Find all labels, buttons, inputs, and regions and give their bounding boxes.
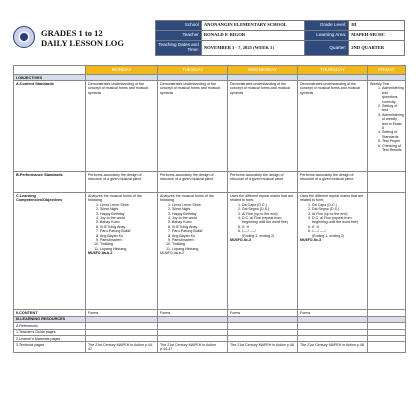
title-line-1: GRADES 1 to 12 [41, 28, 103, 38]
day-wednesday: WEDNESDAY [228, 66, 298, 75]
list-item: 10. Tinikling [172, 242, 225, 246]
performance-standards-thu: Performs accurately the design of structure of a given musical piece [298, 172, 368, 193]
content-standards-thu: Demonstrates understanding of the concept of musical forms and musical symbols [298, 81, 368, 172]
list-item: 9. Pamulinawen [100, 238, 155, 242]
list-item: 2. Silent Night [172, 207, 225, 211]
content-mon: Forms [86, 310, 158, 316]
repeat-marks-list [230, 203, 295, 234]
competency-code: MU6FO-IIc-3 [230, 237, 251, 242]
list-item: 3. Al Fine (up to the end) [242, 212, 295, 216]
learning-resources-heading: III.LEARNING RESOURCES [14, 316, 86, 322]
competencies-intro: Uses the different repeat marks that are related to form; [230, 193, 294, 203]
competencies-wed [228, 193, 298, 310]
competencies-label-line-1: C.Learning [16, 193, 36, 198]
endings-note: (Ending 1, ending 2) [242, 233, 275, 238]
grade-level-label: Grade Level: [305, 21, 349, 31]
list-item: 3. Al Fine (up to the end) [312, 212, 365, 216]
textbook-wed: The 21st Century MAPEH in Action p.48 [228, 342, 298, 353]
textbook-thu: The 21st Century MAPEH in Action p.48 [298, 342, 368, 353]
title-line-2: DAILY LESSON LOG [41, 38, 124, 48]
list-item: 10. Tinikling [100, 242, 155, 246]
competencies-label-line-2: Competencies/Objectives [16, 198, 63, 203]
list-item: 1. Leron Leron Sinta [100, 203, 155, 207]
references-label: A.References [14, 323, 86, 329]
list-item: 8. Ang Bayan Ko [100, 234, 155, 238]
list-item: 6. Ili-Ili Tulog Anay [100, 225, 155, 229]
list-item: 3. Happy Birthday [172, 212, 225, 216]
dates-value: NOVEMBER 3 - 7, 2025 (WEEK 1) [201, 41, 305, 56]
list-item: 11. Lupang Hinirang [172, 247, 225, 251]
list-item: 4. D.C. al Fine (repeat from beginning until the word fine) [312, 216, 365, 225]
list-item: 5. Test Proper [382, 139, 403, 143]
performance-standards-label: B.Performance Standards [14, 172, 86, 193]
textbook-label: 3.Textbook pages [14, 342, 86, 353]
dates-label-line-2: Time: [187, 47, 199, 52]
list-item: 6. /----/ ----/ [312, 229, 365, 233]
textbook-tue: The 21st Century MAPEH in Action p.44-47 [158, 342, 228, 353]
endings-note: (Ending 1, ending 2) [312, 233, 345, 238]
quarter-label: Quarter: [305, 41, 349, 56]
list-item: 8. Ang Bayan Ko [172, 234, 225, 238]
textbook-row [14, 342, 406, 353]
list-item: 5. Bahay Kubo [100, 220, 155, 224]
quarter-value: 2ND QUARTER [349, 41, 405, 56]
content-thu: Forms [298, 310, 368, 316]
song-list [88, 203, 155, 251]
learning-area-value: MAPEH-MUSIC [349, 31, 405, 41]
deped-seal-icon [13, 26, 35, 48]
objectives-heading: I.OBJECTIVES [14, 75, 86, 81]
content-standards-row [14, 81, 406, 172]
performance-standards-tue: Performs accurately the design of structure of a given musical piece [158, 172, 228, 193]
competencies-row [14, 193, 406, 310]
school-value: ANONANGIN ELEMENTARY SCHOOL [201, 21, 305, 31]
content-label: II.CONTENT [14, 310, 86, 316]
list-item: 5. II: :II [312, 225, 365, 229]
competencies-intro: Analyzes the musical forms of the following [160, 193, 214, 203]
competencies-mon [86, 193, 158, 310]
dates-label [156, 41, 202, 56]
list-item: 2. Silent Night [100, 207, 155, 211]
weekly-test-title: Weekly Test [370, 81, 390, 86]
day-header-row [14, 66, 406, 75]
performance-standards-mon: Performs accurately the design of structure of a given musical piece [86, 172, 158, 193]
performance-standards-row [14, 172, 406, 193]
teacher-value: RONALD P. RIGOR [201, 31, 305, 41]
list-item: 1. Da Capo (D.C.) [242, 203, 295, 207]
list-item: 1. Administering test questions correctly [382, 86, 403, 104]
content-standards-fri [368, 81, 406, 172]
list-item: 7. Paru-Parung Bukid [172, 229, 225, 233]
list-item: 3. Happy Birthday [100, 212, 155, 216]
grade-level-value: III [349, 21, 405, 31]
header [13, 20, 405, 62]
list-item: 3. Administering of weekly test in Music 6 [382, 113, 403, 131]
content-standards-label: A.Content Standards [14, 81, 86, 172]
repeat-marks-list [300, 203, 365, 234]
learning-area-label: Learning Area: [305, 31, 349, 41]
competency-code: MU6FO-IIc-3 [300, 237, 321, 242]
competencies-intro: Analyzes the musical forms of the following [88, 193, 142, 203]
list-item: 2. Dal Segno (D.S.) [242, 207, 295, 211]
textbook-mon: The 21st Century MAPEH in Action p.44-47 [86, 342, 158, 353]
list-item: 1. Da Capo (D.C.) [312, 203, 365, 207]
day-friday: FRIDAY [368, 66, 406, 75]
list-item: 4. D.C. al Fine (repeat from beginning until the word fine) [242, 216, 295, 225]
content-wed: Forms [228, 310, 298, 316]
lesson-log-table [13, 65, 406, 353]
list-item: 9. Pamulinawen [172, 238, 225, 242]
list-item: 6. Ili-Ili Tulog Anay [172, 225, 225, 229]
header-info-table [155, 20, 405, 56]
competencies-label [14, 193, 86, 310]
document-title [41, 28, 124, 48]
day-thursday: THURSDAY [298, 66, 368, 75]
school-label: School [156, 21, 202, 31]
list-item: 1. Leron Leron Sinta [172, 203, 225, 207]
list-item: 6. /----/ ----/ [242, 229, 295, 233]
performance-standards-wed: Performs accurately the design of structure of a given musical piece [228, 172, 298, 193]
learners-materials-label: 2.Learner's Materials pages [14, 336, 86, 342]
content-standards-tue: Demonstrates understanding of the concept of musical forms and musical symbols [158, 81, 228, 172]
weekly-test-steps [370, 86, 403, 152]
list-item: 5. II: :II [242, 225, 295, 229]
competencies-tue [158, 193, 228, 310]
day-monday: MONDAY [86, 66, 158, 75]
competency-code: MU6FO-IIa-b-2 [88, 251, 113, 256]
content-standards-wed: Demonstrates understanding of the concept of musical forms and musical symbols [228, 81, 298, 172]
list-item: 4. Joy to the world [100, 216, 155, 220]
list-item: 11. Lupang Hinirang [100, 247, 155, 251]
competencies-intro: Uses the different repeat marks that are related to form; [300, 193, 364, 203]
list-item: 2. Dal Segno (D.S.) [312, 207, 365, 211]
list-item: 4. Joy to the world [172, 216, 225, 220]
daily-lesson-log [13, 20, 405, 352]
content-tue: Forms [158, 310, 228, 316]
list-item: 7. Paru-Parung Bukid [100, 229, 155, 233]
content-standards-mon: Demonstrates understanding of the concept of musical forms and musical symbols [86, 81, 158, 172]
list-item: 4. Setting of Standards [382, 130, 403, 139]
list-item: 6. Checking of Test Results [382, 144, 403, 153]
song-list [160, 203, 225, 251]
competency-code: MU6FO-IIa-b-2 [160, 251, 185, 256]
teachers-guide-label: 1.Teacher's Guide pages [14, 329, 86, 335]
teacher-label: Teacher [156, 31, 202, 41]
day-tuesday: TUESDAY [158, 66, 228, 75]
list-item: 2. Setting of test [382, 104, 403, 113]
competencies-thu [298, 193, 368, 310]
dates-label-line-1: Teaching Dates and [158, 42, 199, 48]
list-item: 5. Bahay Kubo [172, 220, 225, 224]
